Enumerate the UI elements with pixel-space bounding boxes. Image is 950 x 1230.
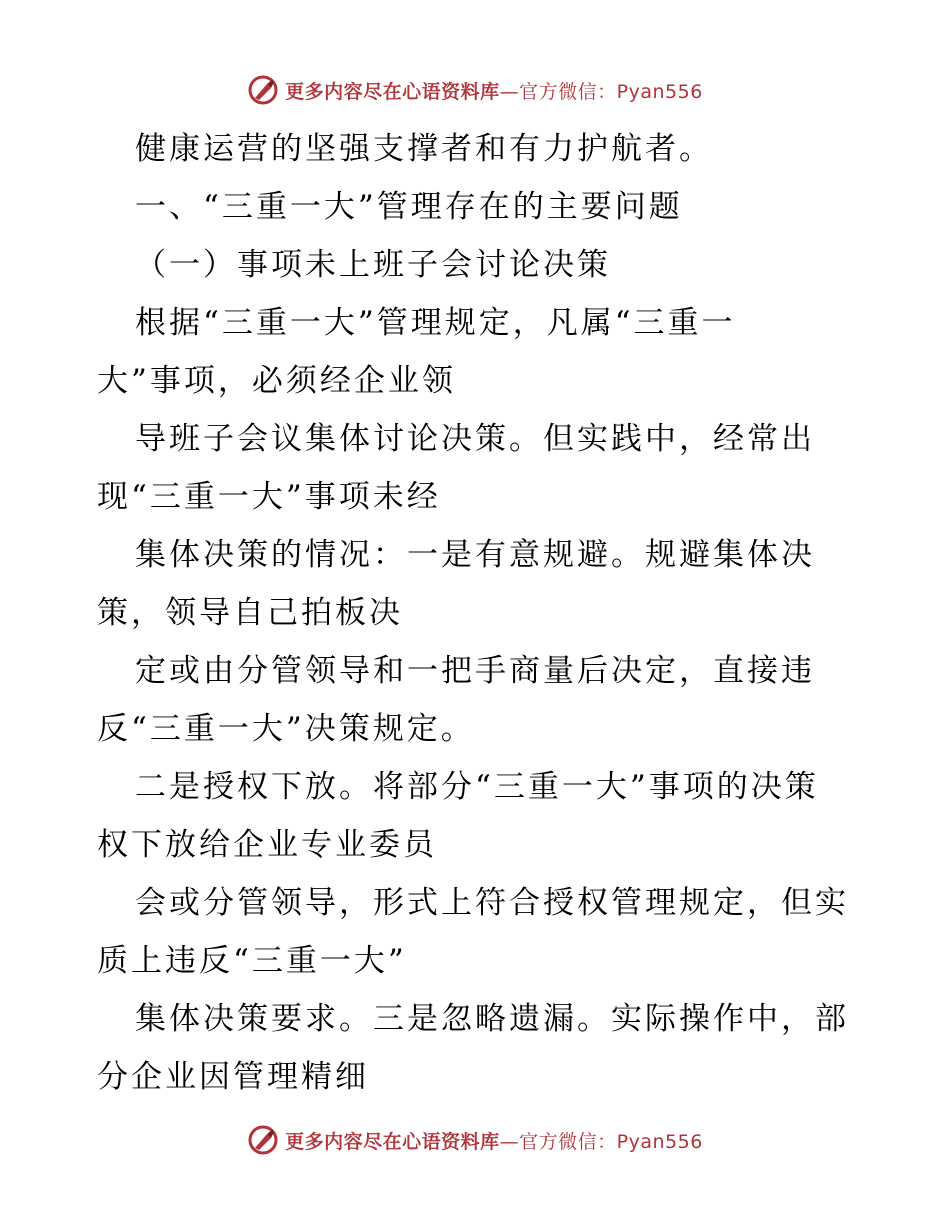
pen-logo-icon <box>247 1124 279 1156</box>
text-line: 导班子会议集体讨论决策。但实践中，经常出 <box>135 421 815 457</box>
text-line: 健康运营的坚强支撑者和有力护航者。 <box>135 131 713 167</box>
text-line: 定或由分管领导和一把手商量后决定，直接违 <box>135 653 815 689</box>
banner-wechat: 官方微信：Pyan556 <box>519 80 703 103</box>
banner-wechat: 官方微信：Pyan556 <box>519 1130 703 1153</box>
text-line: 会或分管领导，形式上符合授权管理规定，但实 <box>135 885 849 921</box>
banner-dash: — <box>499 80 520 103</box>
text-line: 质上违反“三重一大” <box>97 943 407 979</box>
text-line: 二是授权下放。将部分“三重一大”事项的决策 <box>135 769 819 805</box>
banner-text <box>285 77 703 104</box>
banner-dash: — <box>499 1130 520 1153</box>
footer-banner <box>0 1120 950 1160</box>
text-line: 集体决策要求。三是忽略遗漏。实际操作中，部 <box>135 1001 849 1037</box>
text-line: 策，领导自己拍板决 <box>97 595 403 631</box>
text-line: 反“三重一大”决策规定。 <box>97 711 475 747</box>
section-heading: 一、“三重一大”管理存在的主要问题 <box>135 189 683 225</box>
text-line: 权下放给企业专业委员 <box>97 827 437 863</box>
banner-brand: 更多内容尽在心语资料库 <box>285 80 500 103</box>
banner-text <box>285 1127 703 1154</box>
text-line: 根据“三重一大”管理规定，凡属“三重一 <box>135 305 736 341</box>
text-line: 现“三重一大”事项未经 <box>97 479 441 515</box>
header-banner <box>0 70 950 110</box>
pen-logo-icon <box>247 74 279 106</box>
text-line: 大”事项，必须经企业领 <box>97 363 456 399</box>
document-body <box>97 120 857 1106</box>
text-line: 分企业因管理精细 <box>97 1059 369 1095</box>
text-line: 集体决策的情况：一是有意规避。规避集体决 <box>135 537 815 573</box>
subsection-heading: （一）事项未上班子会讨论决策 <box>135 247 611 283</box>
banner-brand: 更多内容尽在心语资料库 <box>285 1130 500 1153</box>
